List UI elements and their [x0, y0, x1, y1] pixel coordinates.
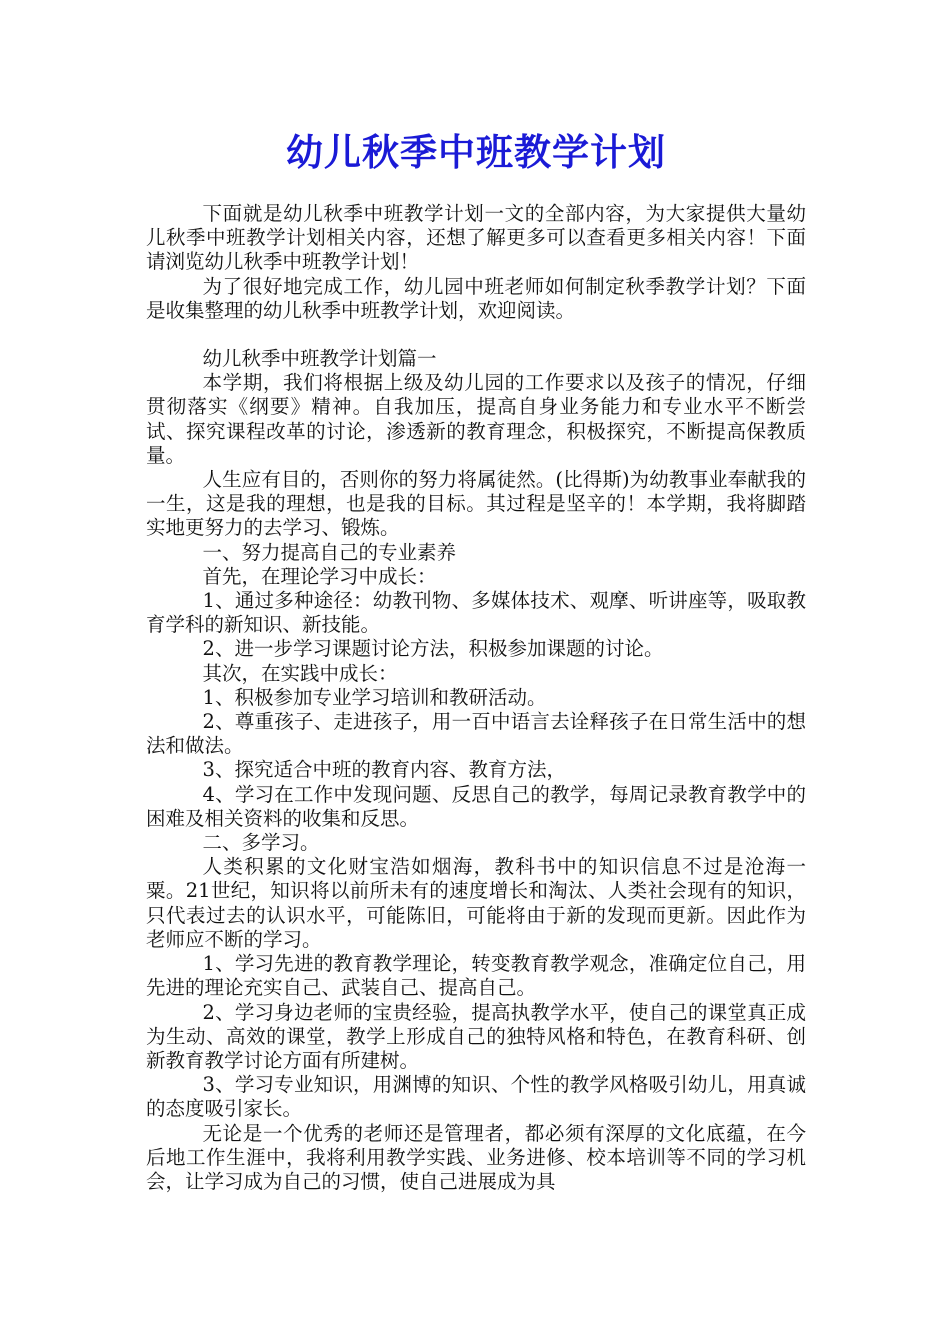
body-paragraph: 首先，在理论学习中成长： — [202, 564, 437, 588]
list-item: 3、探究适合中班的教育内容、教育方法， — [202, 758, 566, 782]
body-paragraph: 人类积累的文化财宝浩如烟海，教科书中的知识信息不过是沧海一粟。21世纪，知识将以前所未有的速度增长和淘汰、人类社会现有的知识，只代表过去的认识水平，可能陈旧，可能将由于新的发现而更新。因此作为老师应不断的学习。 — [146, 855, 806, 951]
section-heading: 幼儿秋季中班教学计划篇一 — [202, 347, 437, 371]
list-item: 1、通过多种途径：幼教刊物、多媒体技术、观摩、听讲座等，吸取教育学科的新知识、新技能。 — [146, 589, 806, 637]
list-item: 2、学习身边老师的宝贵经验，提高执教学水平，使自己的课堂真正成为生动、高效的课堂，教学上形成自己的独特风格和特色，在教育科研、创新教育教学讨论方面有所建树。 — [146, 1000, 806, 1072]
subheading: 二、多学习。 — [202, 831, 320, 855]
list-item: 1、学习先进的教育教学理论，转变教育教学观念，准确定位自己，用先进的理论充实自己、武装自己、提高自己。 — [146, 952, 806, 1000]
document-body — [146, 202, 806, 1194]
document-title: 幼儿秋季中班教学计划 — [286, 131, 666, 174]
body-paragraph: 其次，在实践中成长： — [202, 661, 398, 685]
body-paragraph: 本学期，我们将根据上级及幼儿园的工作要求以及孩子的情况，仔细贯彻落实《纲要》精神。自我加压，提高自身业务能力和专业水平不断尝试、探究课程改革的讨论，渗透新的教育理念，积极探究，不断提高保教质量。 — [146, 371, 806, 467]
list-item: 1、积极参加专业学习培训和教研活动。 — [202, 685, 547, 709]
list-item: 2、进一步学习课题讨论方法，积极参加课题的讨论。 — [202, 637, 664, 661]
subheading: 一、努力提高自己的专业素养 — [202, 540, 457, 564]
list-item: 3、学习专业知识，用渊博的知识、个性的教学风格吸引幼儿，用真诚的态度吸引家长。 — [146, 1073, 806, 1121]
document-page — [146, 0, 806, 1194]
list-item: 2、尊重孩子、走进孩子，用一百中语言去诠释孩子在日常生活中的想法和做法。 — [146, 710, 806, 758]
body-paragraph: 人生应有目的，否则你的努力将属徒然。(比得斯)为幼教事业奉献我的一生，这是我的理想，也是我的目标。其过程是坚辛的！本学期，我将脚踏实地更努力的去学习、锻炼。 — [146, 468, 806, 540]
blank-line — [146, 323, 806, 347]
intro-paragraph: 下面就是幼儿秋季中班教学计划一文的全部内容，为大家提供大量幼儿秋季中班教学计划相关内容，还想了解更多可以查看更多相关内容！下面请浏览幼儿秋季中班教学计划！ — [146, 202, 806, 274]
list-item: 4、学习在工作中发现问题、反思自己的教学，每周记录教育教学中的困难及相关资料的收集和反思。 — [146, 782, 806, 830]
intro-paragraph: 为了很好地完成工作，幼儿园中班老师如何制定秋季教学计划？下面是收集整理的幼儿秋季中班教学计划，欢迎阅读。 — [146, 274, 806, 322]
body-paragraph: 无论是一个优秀的老师还是管理者，都必须有深厚的文化底蕴，在今后地工作生涯中，我将利用教学实践、业务进修、校本培训等不同的学习机会，让学习成为自己的习惯，使自己进展成为具 — [146, 1121, 806, 1193]
